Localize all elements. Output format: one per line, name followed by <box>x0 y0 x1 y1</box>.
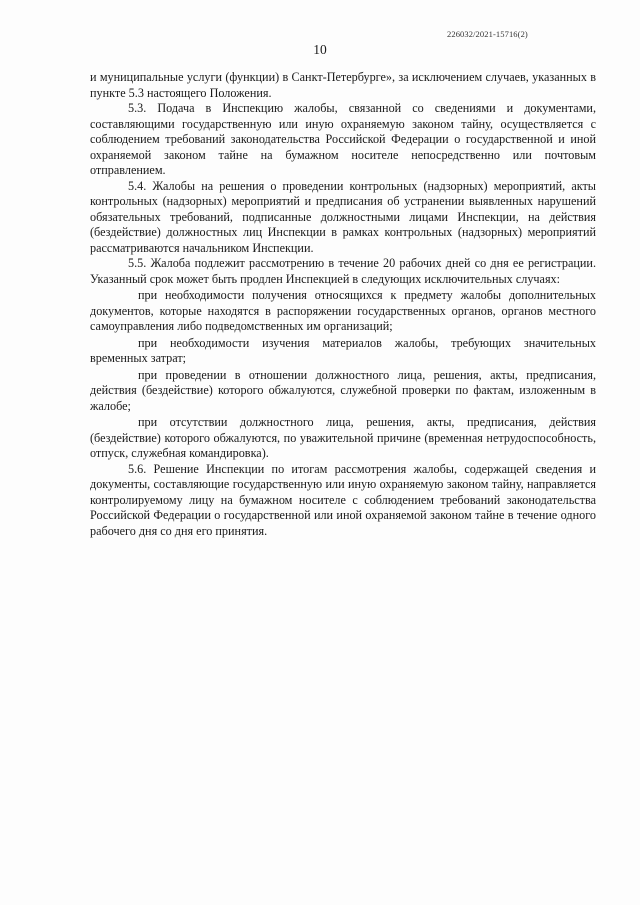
paragraph-5-4: 5.4. Жалобы на решения о проведении контрольных (надзорных) мероприятий, акты контрольных (надзорных) мероприятий и предписания об устранении выявленных нарушений обязательных требований, подписанные должностными лицами Инспекции, на действия (бездействие) должностных лиц Инспекции в рамках контрольных (надзорных) мероприятий рассматриваются начальником Инспекции. <box>90 178 596 255</box>
paragraph-5-3: 5.3. Подача в Инспекцию жалобы, связанной со сведениями и документами, составляющими государственную или иную охраняемую законом тайну, осуществляется с соблюдением требований законодательства Российской Федерации о государственной и иной охраняемой законом тайне на бумажном носителе непосредственно или почтовым отправлением. <box>90 101 596 177</box>
paragraph-5-5: 5.5. Жалоба подлежит рассмотрению в течение 20 рабочих дней со дня ее регистрации. Указанный срок может быть продлен Инспекцией в следующих исключительных случаях: <box>90 256 596 286</box>
paragraph-5-5-case-2: при необходимости изучения материалов жалобы, требующих значительных временных затрат; <box>90 335 596 365</box>
paragraph-continuation: и муниципальные услуги (функции) в Санкт-Петербурге», за исключением случаев, указанных в пункте 5.3 настоящего Положения. <box>90 70 596 100</box>
paragraph-5-5-case-1: при необходимости получения относящихся к предмету жалобы дополнительных документов, которые находятся в распоряжении государственных органов, органов местного самоуправления либо подведомственных им организаций; <box>90 288 596 333</box>
paragraph-5-6: 5.6. Решение Инспекции по итогам рассмотрения жалобы, содержащей сведения и документы, составляющие государственную или иную охраняемую законом тайну, направляется контролируемому лицу на бумажном носителе с соблюдением требований законодательства Российской Федерации о государственной или иной охраняемой законом тайне в течение одного рабочего дня со дня его принятия. <box>90 461 596 538</box>
paragraph-5-5-case-4: при отсутствии должностного лица, решения, акты, предписания, действия (бездействие) которого обжалуются, по уважительной причине (временная нетрудоспособность, отпуск, служебная командировка). <box>90 415 596 460</box>
page-number: 10 <box>313 42 327 57</box>
document-body <box>90 70 596 539</box>
paragraph-5-5-case-3: при проведении в отношении должностного лица, решения, акты, предписания, действия (бездействие) которого обжалуются, служебной проверки по фактам, изложенным в жалобе; <box>90 367 596 413</box>
document-id: 226032/2021-15716(2) <box>447 29 528 39</box>
